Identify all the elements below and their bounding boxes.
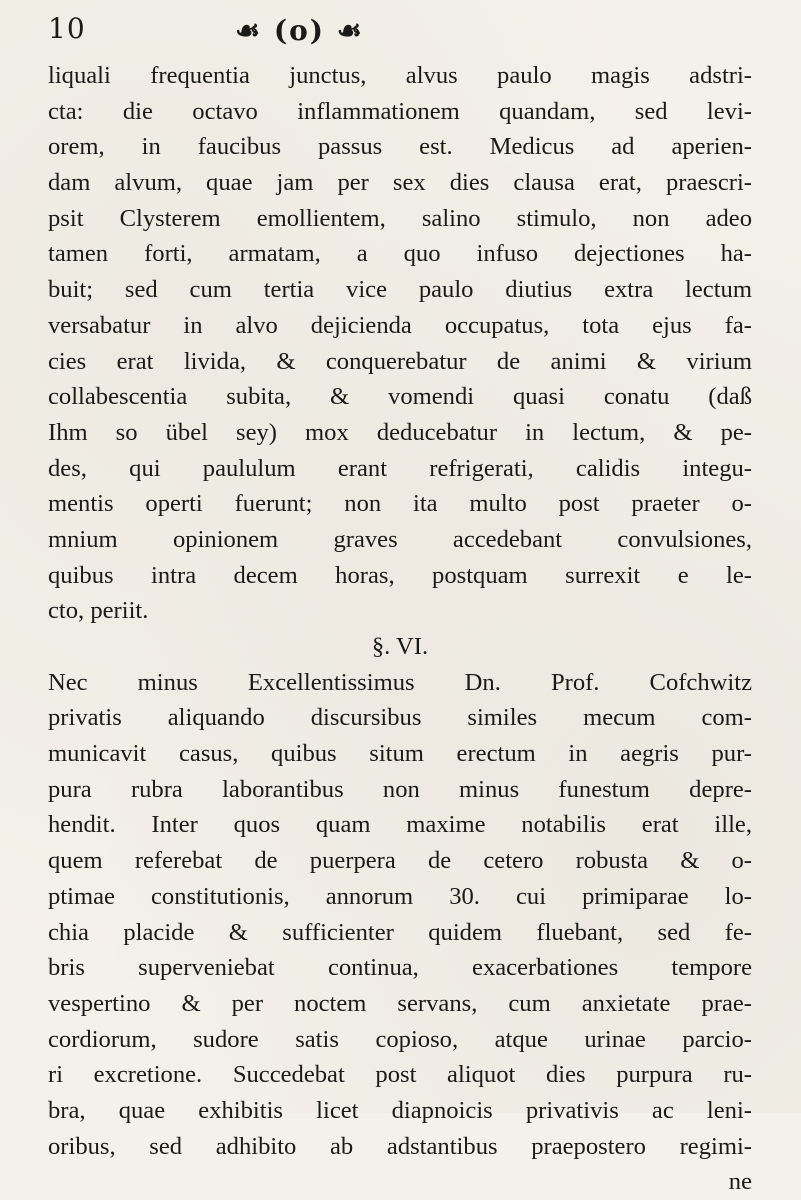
text-line: quem referebat de puerpera de cetero robusta & o- — [48, 847, 752, 875]
text-line: Nec minus Excellentissimus Dn. Prof. Cofchwitz — [48, 668, 752, 696]
text-line: des, qui paululum erant refrigerati, calidis integu- — [48, 454, 752, 482]
page-number: 10 — [48, 12, 86, 45]
text-line: ptimae constitutionis, annorum 30. cui primiparae lo- — [48, 882, 752, 910]
text-line: buit; sed cum tertia vice paulo diutius extra lectum — [48, 276, 752, 304]
text-line: cordiorum, sudore satis copioso, atque urinae parcio- — [48, 1025, 752, 1053]
text-line: dam alvum, quae jam per sex dies clausa erat, praescri- — [48, 169, 752, 197]
text-line: cto, periit. — [48, 597, 149, 625]
text-line: vespertino & per noctem servans, cum anxietate prae- — [48, 989, 752, 1017]
text-line: cta: die octavo inflammationem quandam, sed levi- — [48, 97, 752, 125]
text-line: orem, in faucibus passus est. Medicus ad aperien- — [48, 133, 752, 161]
text-line: oribus, sed adhibito ab adstantibus praepostero regimi- — [48, 1132, 752, 1160]
header-ornament: ☙ (o) ☙ — [235, 14, 364, 47]
text-line: municavit casus, quibus situm erectum in aegris pur- — [48, 740, 752, 768]
text-line: quibus intra decem horas, postquam surrexit e le- — [48, 561, 752, 589]
text-line: liquali frequentia junctus, alvus paulo magis adstri- — [48, 62, 752, 89]
text-line: mentis operti fuerunt; non ita multo post praeter o- — [48, 490, 752, 518]
section-heading: §. VI. — [371, 633, 429, 660]
text-line: collabescentia subita, & vomendi quasi conatu (daß — [48, 383, 752, 411]
text-line: hendit. Inter quos quam maxime notabilis erat ille, — [48, 811, 752, 839]
text-line: bris superveniebat continua, exacerbationes tempore — [48, 954, 752, 982]
text-line: bra, quae exhibitis licet diapnoicis privativis ac leni- — [48, 1096, 752, 1124]
text-line: pura rubra laborantibus non minus funestum depre- — [48, 775, 752, 803]
text-line: cies erat livida, & conquerebatur de animi & virium — [48, 347, 752, 375]
text-line: tamen forti, armatam, a quo infuso dejectiones ha- — [48, 240, 752, 268]
text-line: privatis aliquando discursibus similes mecum com- — [48, 704, 752, 732]
page-header — [48, 2, 668, 60]
text-line: chia placide & sufficienter quidem fluebant, sed fe- — [48, 918, 752, 946]
text-line: psit Clysterem emollientem, salino stimulo, non adeo — [48, 204, 752, 232]
body-text — [48, 58, 752, 1200]
text-line: ri excretione. Succedebat post aliquot dies purpura ru- — [48, 1061, 752, 1089]
text-line: Ihm so übel sey) mox deducebatur in lectum, & pe- — [48, 418, 752, 446]
text-line: versabatur in alvo dejicienda occupatus, tota ejus fa- — [48, 311, 752, 339]
text-line: mnium opinionem graves accedebant convulsiones, — [48, 525, 752, 553]
catchword: ne — [728, 1168, 752, 1196]
